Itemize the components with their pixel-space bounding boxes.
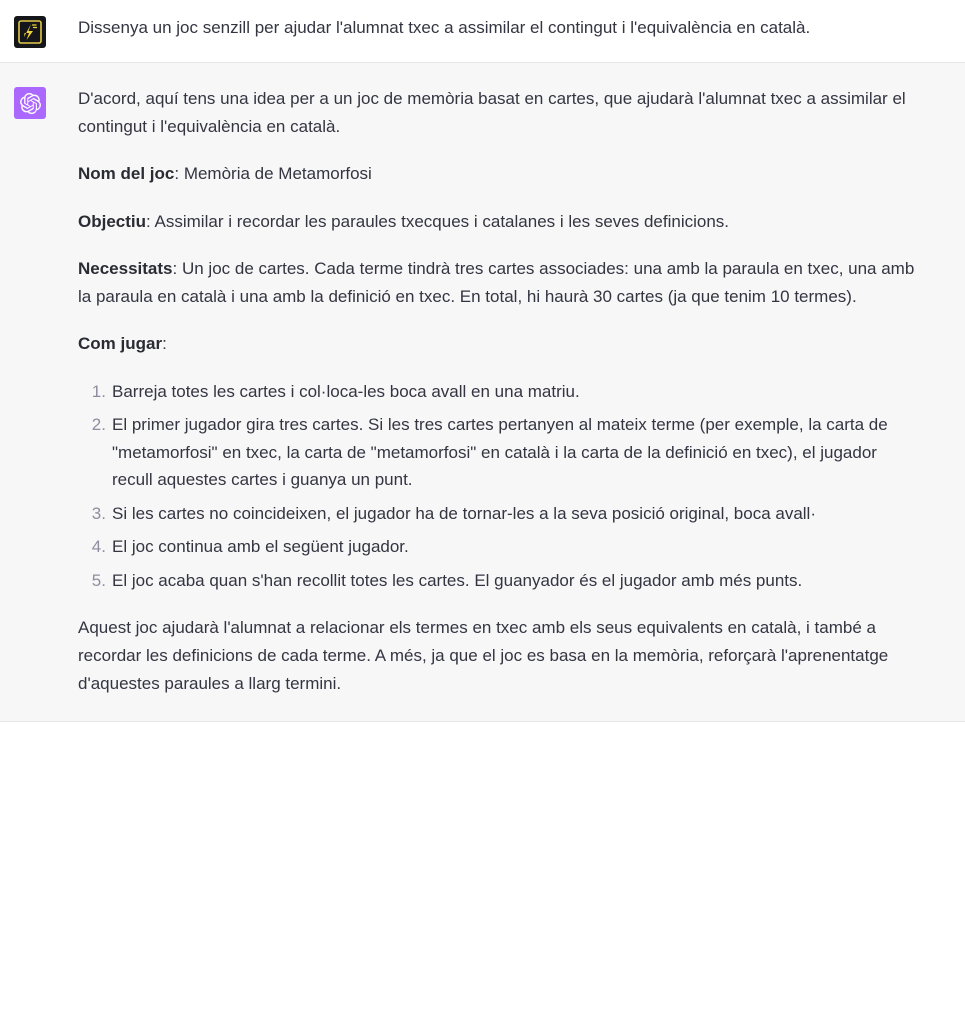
list-item: Si les cartes no coincideixen, el jugador ha de tornar-les a la seva posició original, boca avall· [112,503,816,523]
list-item: El joc continua amb el següent jugador. [112,537,409,557]
field-separator: : [174,164,184,184]
openai-logo-icon [20,93,41,114]
list-item: Barreja totes les cartes i col·loca-les boca avall en una matriu. [112,381,580,401]
how-to-play-list [78,378,916,595]
assistant-avatar [14,87,46,119]
field-value: Un joc de cartes. Cada terme tindrà tres cartes associades: una amb la paraula en txec, una amb la paraula en català i una amb la definició en txec. En total, hi haurà 30 cartes (ja que tenim 10 termes). [78,259,915,306]
user-message-body [78,14,916,41]
user-message-turn [0,0,965,63]
section-heading-suffix: : [162,334,167,354]
field-label: Objectiu [78,211,147,231]
field-label: Nom del joc [78,164,175,184]
field-necessitats [78,255,916,310]
assistant-closing-text: Aquest joc ajudarà l'alumnat a relacionar els termes en txec amb els seus equivalents en català, i també a recordar les definicions de cada terme. A més, ja que el joc es basa en la memòria, reforçarà l'aprenentatge d'aquestes paraules a llarg termini. [78,618,889,693]
assistant-message-turn [0,63,965,722]
field-objectiu [78,208,916,236]
user-avatar [14,16,46,48]
section-heading-label: Com jugar [78,334,163,354]
field-value: Memòria de Metamorfosi [183,164,372,184]
field-value: Assimilar i recordar les paraules txecques i catalanes i les seves definicions. [154,211,730,231]
field-label: Necessitats [78,259,173,279]
field-separator: : [146,211,155,231]
user-message-text: Dissenya un joc senzill per ajudar l'alumnat txec a assimilar el contingut i l'equivalència en català. [78,18,811,37]
list-item: El joc acaba quan s'han recollit totes les cartes. El guanyador és el jugador amb més punts. [112,570,803,590]
section-heading-com-jugar [78,330,916,358]
assistant-message-body [78,85,916,697]
field-nom-del-joc [78,160,916,188]
list-item: El primer jugador gira tres cartes. Si les tres cartes pertanyen al mateix terme (per exemple, la carta de "metamorfosi" en txec, la carta de "metamorfosi" en català i la carta de la definició en txec), el jugador recull aquestes cartes i guanya un punt. [112,415,888,490]
field-separator: : [172,259,182,279]
assistant-intro-text: D'acord, aquí tens una idea per a un joc de memòria basat en cartes, que ajudarà l'alumnat txec a assimilar el contingut i l'equivalència en català. [78,89,906,136]
user-avatar-logo-icon [18,20,42,44]
